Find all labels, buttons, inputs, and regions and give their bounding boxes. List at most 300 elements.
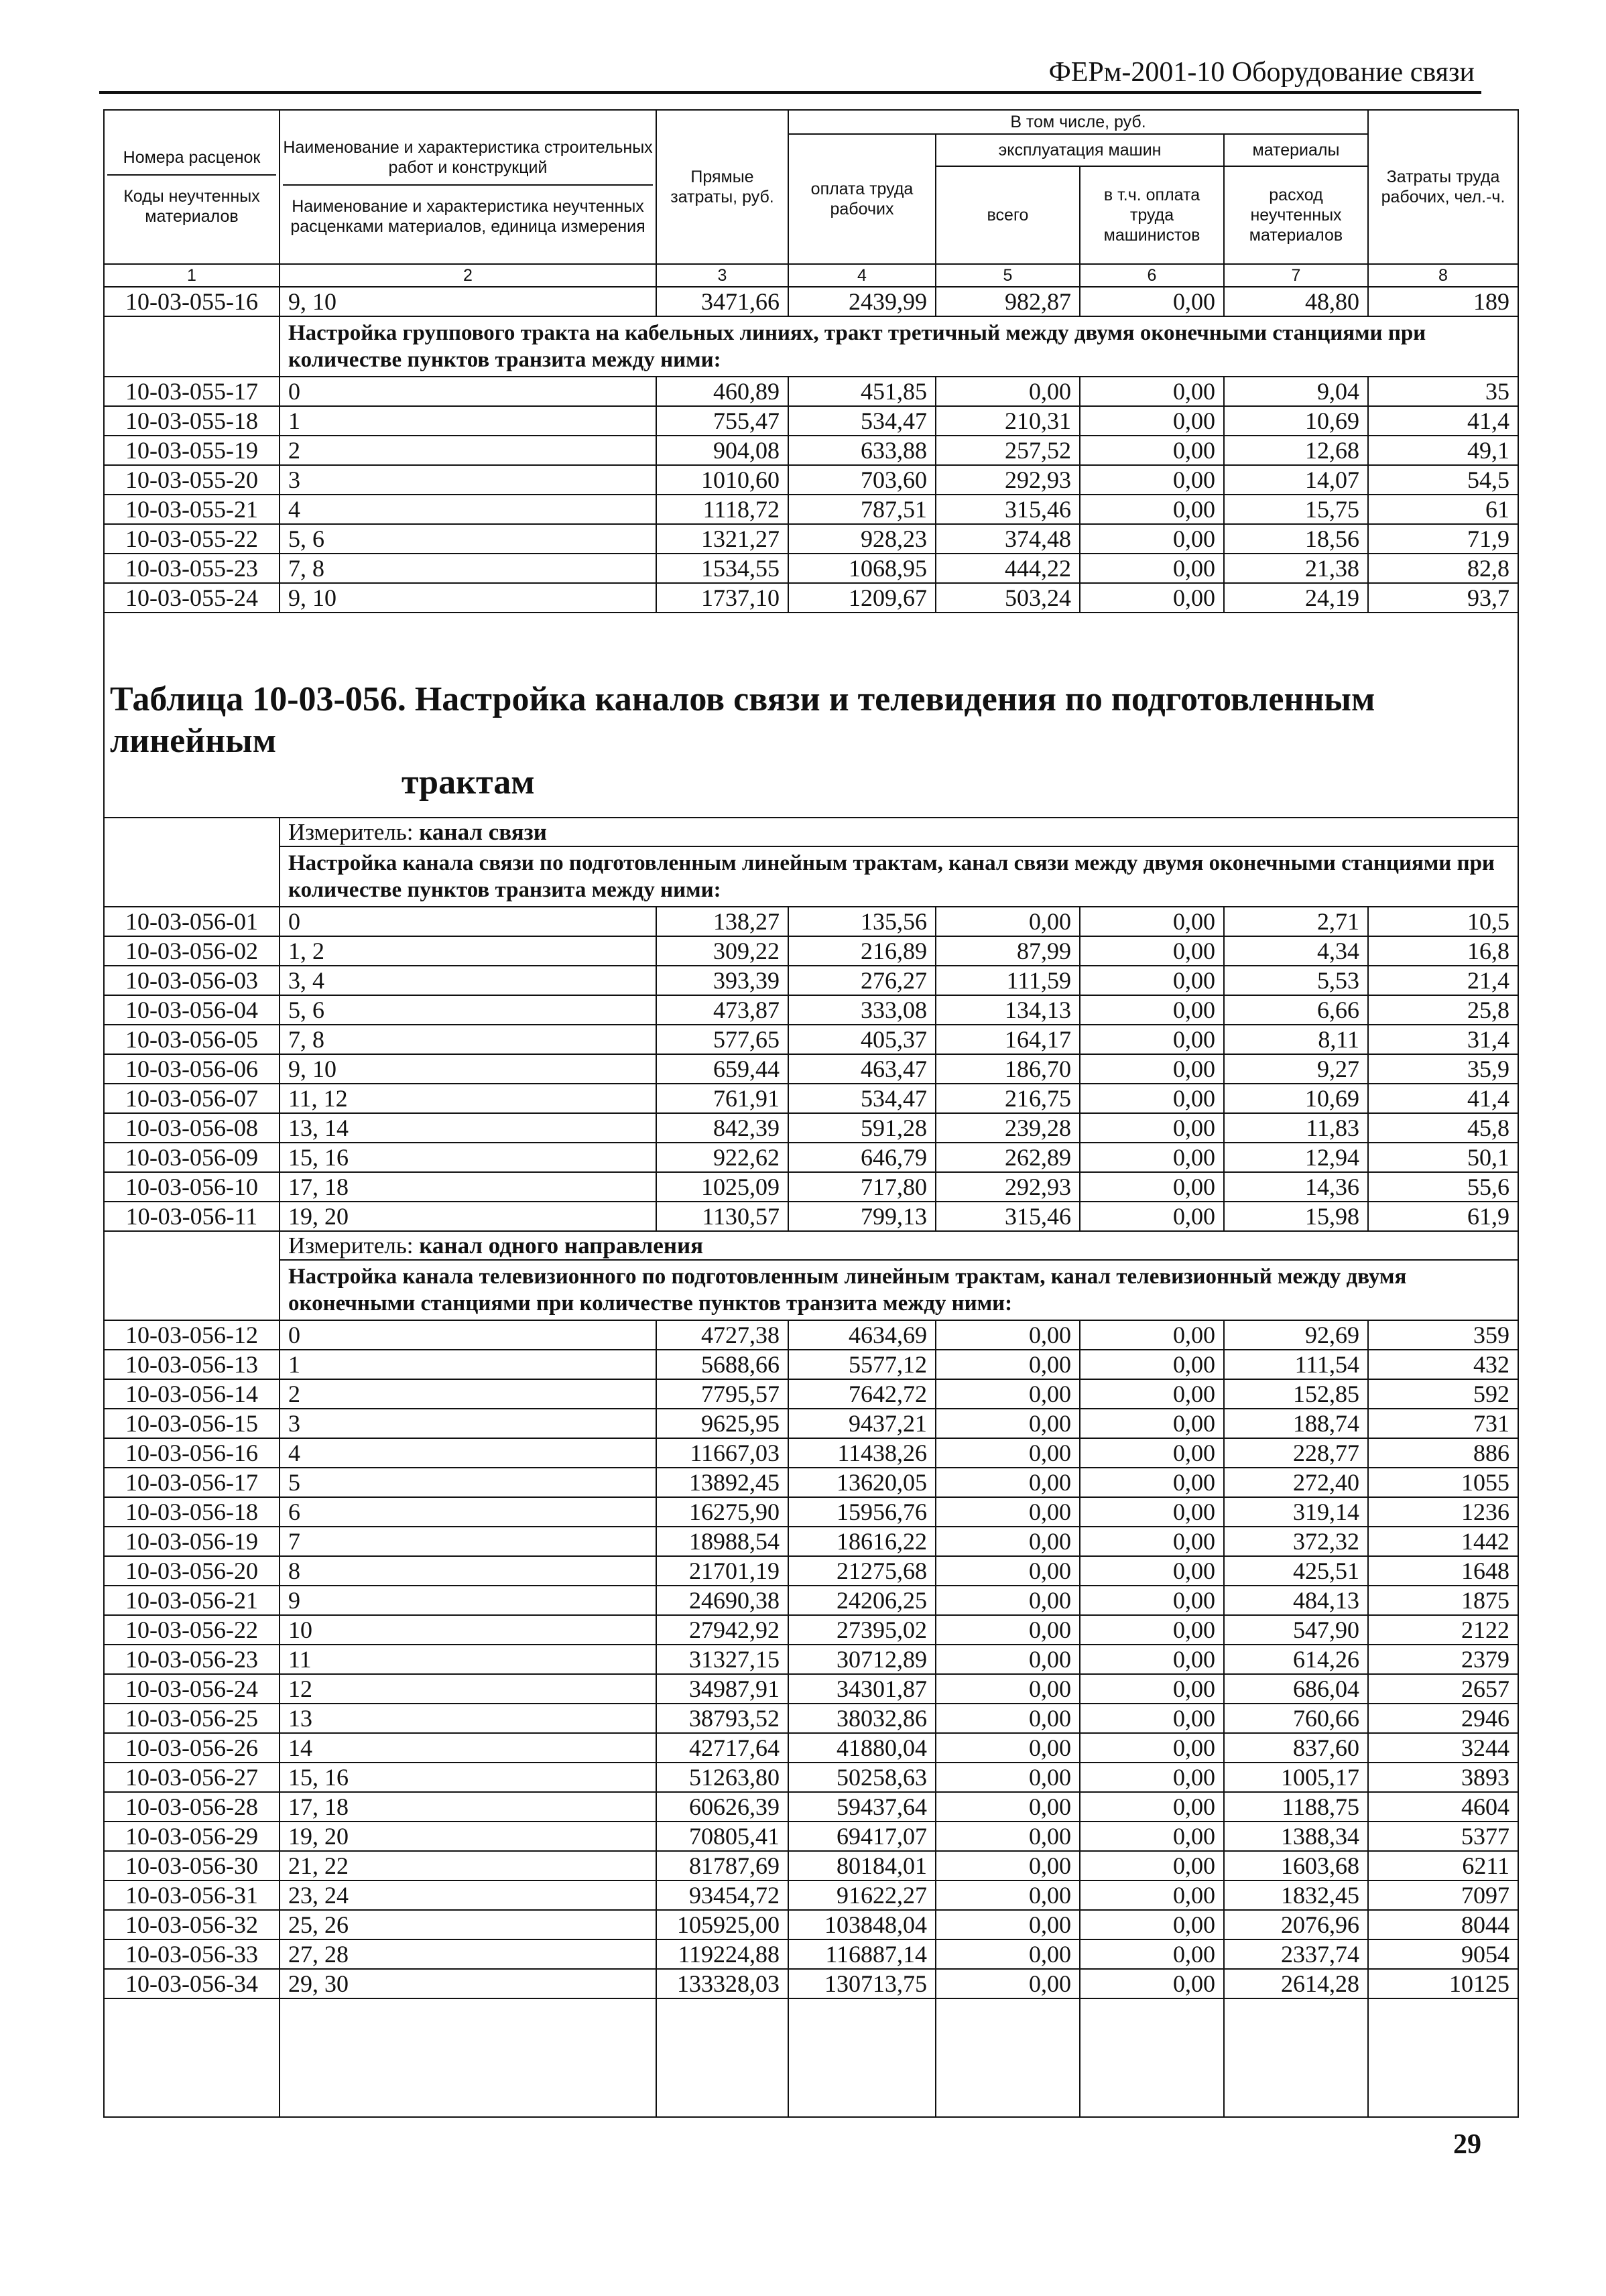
labor-pay-cell: 463,47 — [788, 1054, 936, 1084]
operator-pay-cell: 0,00 — [1080, 907, 1224, 936]
labor-hours-cell: 35 — [1368, 377, 1518, 406]
transit-points-cell: 27, 28 — [280, 1939, 656, 1969]
operator-pay-cell: 0,00 — [1080, 1379, 1224, 1409]
machines-total-cell: 216,75 — [936, 1084, 1080, 1113]
section-subtitle: Настройка канала телевизионного по подготовленным линейным трактам, канал телевизионный между двумя оконечными станциями при количестве пунктов транзита между ними: — [280, 1260, 1518, 1320]
section-056-tv-header — [104, 1231, 1518, 1320]
labor-hours-cell: 21,4 — [1368, 966, 1518, 995]
rate-code-cell: 10-03-056-01 — [104, 907, 280, 936]
transit-points-cell: 7 — [280, 1527, 656, 1556]
operator-pay-cell: 0,00 — [1080, 1704, 1224, 1733]
labor-pay-cell: 34301,87 — [788, 1674, 936, 1704]
machines-total-cell: 257,52 — [936, 436, 1080, 465]
rate-code-cell: 10-03-056-17 — [104, 1468, 280, 1497]
rate-code-cell: 10-03-055-20 — [104, 465, 280, 495]
materials-consumption-cell: 6,66 — [1224, 995, 1368, 1025]
machines-total-cell: 262,89 — [936, 1143, 1080, 1172]
labor-hours-cell: 2946 — [1368, 1704, 1518, 1733]
transit-points-cell: 1, 2 — [280, 936, 656, 966]
machines-total-cell: 444,22 — [936, 554, 1080, 583]
table-row — [104, 1645, 1518, 1674]
materials-consumption-cell: 18,56 — [1224, 524, 1368, 554]
operator-pay-cell: 0,00 — [1080, 1409, 1224, 1438]
labor-hours-cell: 41,4 — [1368, 406, 1518, 436]
labor-pay-cell: 116887,14 — [788, 1939, 936, 1969]
col-number: 8 — [1368, 264, 1518, 287]
table-row — [104, 1172, 1518, 1202]
materials-consumption-cell: 2614,28 — [1224, 1969, 1368, 1998]
transit-points-cell: 21, 22 — [280, 1851, 656, 1880]
transit-points-cell: 11 — [280, 1645, 656, 1674]
transit-points-cell: 3 — [280, 1409, 656, 1438]
machines-total-cell: 982,87 — [936, 287, 1080, 316]
operator-pay-cell: 0,00 — [1080, 1556, 1224, 1586]
table-row — [104, 1969, 1518, 1998]
transit-points-cell: 0 — [280, 377, 656, 406]
col-number: 1 — [104, 264, 280, 287]
operator-pay-cell: 0,00 — [1080, 1113, 1224, 1143]
machines-total-cell: 0,00 — [936, 1645, 1080, 1674]
operator-pay-cell: 0,00 — [1080, 1172, 1224, 1202]
labor-pay-cell: 646,79 — [788, 1143, 936, 1172]
table-row — [104, 1674, 1518, 1704]
rate-code-cell: 10-03-056-15 — [104, 1409, 280, 1438]
labor-hours-cell: 1875 — [1368, 1586, 1518, 1615]
operator-pay-cell: 0,00 — [1080, 1763, 1224, 1792]
col-number: 2 — [280, 264, 656, 287]
materials-consumption-cell: 1603,68 — [1224, 1851, 1368, 1880]
labor-hours-cell: 93,7 — [1368, 583, 1518, 613]
transit-points-cell: 29, 30 — [280, 1969, 656, 1998]
measure-unit: канал одного направления — [419, 1232, 704, 1259]
header-name — [280, 110, 656, 264]
section-subtitle: Настройка канала связи по подготовленным линейным трактам, канал связи между двумя оконечными станциями при количестве пунктов транзита между ними: — [280, 846, 1518, 907]
operator-pay-cell: 0,00 — [1080, 583, 1224, 613]
table-row — [104, 377, 1518, 406]
labor-pay-cell: 405,37 — [788, 1025, 936, 1054]
header-machines: эксплуатация машин — [936, 134, 1224, 166]
materials-consumption-cell: 372,32 — [1224, 1527, 1368, 1556]
measure-label: Измеритель: — [288, 818, 420, 845]
labor-pay-cell: 41880,04 — [788, 1733, 936, 1763]
operator-pay-cell: 0,00 — [1080, 1438, 1224, 1468]
direct-costs-cell: 18988,54 — [656, 1527, 788, 1556]
labor-hours-cell: 886 — [1368, 1438, 1518, 1468]
materials-consumption-cell: 2337,74 — [1224, 1939, 1368, 1969]
section-056-channel-rows — [104, 907, 1518, 1231]
labor-hours-cell: 71,9 — [1368, 524, 1518, 554]
labor-hours-cell: 16,8 — [1368, 936, 1518, 966]
labor-hours-cell: 2657 — [1368, 1674, 1518, 1704]
transit-points-cell: 7, 8 — [280, 1025, 656, 1054]
header-codes-sub: Коды неучтенных материалов — [123, 187, 260, 226]
rate-code-cell: 10-03-055-17 — [104, 377, 280, 406]
materials-consumption-cell: 24,19 — [1224, 583, 1368, 613]
materials-consumption-cell: 188,74 — [1224, 1409, 1368, 1438]
header-incl: В том числе, руб. — [788, 110, 1368, 134]
rate-code-cell: 10-03-056-20 — [104, 1556, 280, 1586]
materials-consumption-cell: 12,94 — [1224, 1143, 1368, 1172]
materials-consumption-cell: 9,27 — [1224, 1054, 1368, 1084]
operator-pay-cell: 0,00 — [1080, 1084, 1224, 1113]
operator-pay-cell: 0,00 — [1080, 1615, 1224, 1645]
table-row — [104, 1202, 1518, 1231]
labor-pay-cell: 11438,26 — [788, 1438, 936, 1468]
materials-consumption-cell: 1832,45 — [1224, 1880, 1368, 1910]
table-row — [104, 583, 1518, 613]
materials-consumption-cell: 1188,75 — [1224, 1792, 1368, 1822]
transit-points-cell: 3, 4 — [280, 966, 656, 995]
direct-costs-cell: 842,39 — [656, 1113, 788, 1143]
measure-line — [280, 1231, 1518, 1260]
direct-costs-cell: 1534,55 — [656, 554, 788, 583]
machines-total-cell: 503,24 — [936, 583, 1080, 613]
section-055-group-path — [104, 316, 1518, 377]
materials-consumption-cell: 1005,17 — [1224, 1763, 1368, 1792]
labor-hours-cell: 41,4 — [1368, 1084, 1518, 1113]
materials-consumption-cell: 111,54 — [1224, 1350, 1368, 1379]
header-labor-pay: оплата труда рабочих — [788, 134, 936, 264]
labor-hours-cell: 3893 — [1368, 1763, 1518, 1792]
labor-pay-cell: 216,89 — [788, 936, 936, 966]
table-row — [104, 1438, 1518, 1468]
labor-hours-cell: 82,8 — [1368, 554, 1518, 583]
rate-code-cell: 10-03-056-22 — [104, 1615, 280, 1645]
rate-code-cell: 10-03-056-03 — [104, 966, 280, 995]
header-materials-consumption: расход неучтенных материалов — [1224, 166, 1368, 264]
materials-consumption-cell: 228,77 — [1224, 1438, 1368, 1468]
materials-consumption-cell: 92,69 — [1224, 1320, 1368, 1350]
machines-total-cell: 0,00 — [936, 1939, 1080, 1969]
rate-code-cell: 10-03-056-13 — [104, 1350, 280, 1379]
materials-consumption-cell: 10,69 — [1224, 406, 1368, 436]
materials-consumption-cell: 11,83 — [1224, 1113, 1368, 1143]
rate-code-cell: 10-03-056-11 — [104, 1202, 280, 1231]
direct-costs-cell: 60626,39 — [656, 1792, 788, 1822]
direct-costs-cell: 922,62 — [656, 1143, 788, 1172]
labor-pay-cell: 1068,95 — [788, 554, 936, 583]
direct-costs-cell: 21701,19 — [656, 1556, 788, 1586]
transit-points-cell: 4 — [280, 495, 656, 524]
labor-pay-cell: 928,23 — [788, 524, 936, 554]
machines-total-cell: 0,00 — [936, 1704, 1080, 1733]
rate-code-cell: 10-03-056-06 — [104, 1054, 280, 1084]
labor-pay-cell: 27395,02 — [788, 1615, 936, 1645]
rate-code-cell: 10-03-056-14 — [104, 1379, 280, 1409]
operator-pay-cell: 0,00 — [1080, 524, 1224, 554]
labor-pay-cell: 534,47 — [788, 406, 936, 436]
transit-points-cell: 1 — [280, 406, 656, 436]
transit-points-cell: 2 — [280, 1379, 656, 1409]
materials-consumption-cell: 686,04 — [1224, 1674, 1368, 1704]
machines-total-cell: 164,17 — [936, 1025, 1080, 1054]
transit-points-cell: 1 — [280, 1350, 656, 1379]
labor-hours-cell: 50,1 — [1368, 1143, 1518, 1172]
rate-code-cell: 10-03-056-33 — [104, 1939, 280, 1969]
labor-hours-cell: 1648 — [1368, 1556, 1518, 1586]
materials-consumption-cell: 9,04 — [1224, 377, 1368, 406]
transit-points-cell: 17, 18 — [280, 1172, 656, 1202]
table-row — [104, 1084, 1518, 1113]
table-row — [104, 1704, 1518, 1733]
materials-consumption-cell: 1388,34 — [1224, 1822, 1368, 1851]
rate-code-cell: 10-03-055-19 — [104, 436, 280, 465]
operator-pay-cell: 0,00 — [1080, 1969, 1224, 1998]
operator-pay-cell: 0,00 — [1080, 287, 1224, 316]
table-row — [104, 1025, 1518, 1054]
transit-points-cell: 0 — [280, 1320, 656, 1350]
table-row — [104, 1468, 1518, 1497]
labor-pay-cell: 591,28 — [788, 1113, 936, 1143]
machines-total-cell: 0,00 — [936, 1586, 1080, 1615]
direct-costs-cell: 13892,45 — [656, 1468, 788, 1497]
transit-points-cell: 13, 14 — [280, 1113, 656, 1143]
rate-code-cell: 10-03-056-19 — [104, 1527, 280, 1556]
table-row — [104, 1320, 1518, 1350]
machines-total-cell: 0,00 — [936, 1969, 1080, 1998]
operator-pay-cell: 0,00 — [1080, 1497, 1224, 1527]
rate-code-cell: 10-03-056-18 — [104, 1497, 280, 1527]
rate-code-cell: 10-03-056-26 — [104, 1733, 280, 1763]
labor-hours-cell: 5377 — [1368, 1822, 1518, 1851]
rate-code-cell: 10-03-056-27 — [104, 1763, 280, 1792]
transit-points-cell: 9, 10 — [280, 583, 656, 613]
direct-costs-cell: 393,39 — [656, 966, 788, 995]
machines-total-cell: 0,00 — [936, 1822, 1080, 1851]
table-row — [104, 1379, 1518, 1409]
operator-pay-cell: 0,00 — [1080, 966, 1224, 995]
table-row — [104, 1143, 1518, 1172]
table-title-line1: Таблица 10-03-056. Настройка каналов связи и телевидения по подготовленным линейным — [110, 680, 1375, 760]
operator-pay-cell: 0,00 — [1080, 465, 1224, 495]
rate-code-cell: 10-03-055-24 — [104, 583, 280, 613]
machines-total-cell: 111,59 — [936, 966, 1080, 995]
header-operator-pay: в т.ч. оплата труда машинистов — [1080, 166, 1224, 264]
table-row — [104, 1763, 1518, 1792]
rate-code-cell: 10-03-056-04 — [104, 995, 280, 1025]
machines-total-cell: 0,00 — [936, 1556, 1080, 1586]
transit-points-cell: 0 — [280, 907, 656, 936]
materials-consumption-cell: 760,66 — [1224, 1704, 1368, 1733]
direct-costs-cell: 119224,88 — [656, 1939, 788, 1969]
machines-total-cell: 0,00 — [936, 1733, 1080, 1763]
table-end-padding — [104, 1998, 1518, 2117]
transit-points-cell: 13 — [280, 1704, 656, 1733]
labor-pay-cell: 24206,25 — [788, 1586, 936, 1615]
direct-costs-cell: 309,22 — [656, 936, 788, 966]
rate-code-cell: 10-03-056-34 — [104, 1969, 280, 1998]
transit-points-cell: 5, 6 — [280, 524, 656, 554]
materials-consumption-cell: 12,68 — [1224, 436, 1368, 465]
machines-total-cell: 0,00 — [936, 1497, 1080, 1527]
labor-hours-cell: 189 — [1368, 287, 1518, 316]
transit-points-cell: 10 — [280, 1615, 656, 1645]
labor-pay-cell: 2439,99 — [788, 287, 936, 316]
direct-costs-cell: 4727,38 — [656, 1320, 788, 1350]
transit-points-cell: 25, 26 — [280, 1910, 656, 1939]
rate-code-cell: 10-03-056-16 — [104, 1438, 280, 1468]
direct-costs-cell: 1025,09 — [656, 1172, 788, 1202]
operator-pay-cell: 0,00 — [1080, 1468, 1224, 1497]
labor-pay-cell: 69417,07 — [788, 1822, 936, 1851]
transit-points-cell: 19, 20 — [280, 1822, 656, 1851]
direct-costs-cell: 27942,92 — [656, 1615, 788, 1645]
direct-costs-cell: 81787,69 — [656, 1851, 788, 1880]
table-row — [104, 1527, 1518, 1556]
table-row — [104, 1880, 1518, 1910]
materials-consumption-cell: 8,11 — [1224, 1025, 1368, 1054]
labor-hours-cell: 61,9 — [1368, 1202, 1518, 1231]
operator-pay-cell: 0,00 — [1080, 1350, 1224, 1379]
table-row — [104, 1792, 1518, 1822]
machines-total-cell: 87,99 — [936, 936, 1080, 966]
operator-pay-cell: 0,00 — [1080, 1674, 1224, 1704]
labor-pay-cell: 451,85 — [788, 377, 936, 406]
machines-total-cell: 210,31 — [936, 406, 1080, 436]
machines-total-cell: 0,00 — [936, 1615, 1080, 1645]
labor-hours-cell: 9054 — [1368, 1939, 1518, 1969]
labor-pay-cell: 91622,27 — [788, 1880, 936, 1910]
direct-costs-cell: 1321,27 — [656, 524, 788, 554]
labor-pay-cell: 103848,04 — [788, 1910, 936, 1939]
operator-pay-cell: 0,00 — [1080, 377, 1224, 406]
transit-points-cell: 17, 18 — [280, 1792, 656, 1822]
machines-total-cell: 186,70 — [936, 1054, 1080, 1084]
transit-points-cell: 23, 24 — [280, 1880, 656, 1910]
direct-costs-cell: 70805,41 — [656, 1822, 788, 1851]
labor-pay-cell: 15956,76 — [788, 1497, 936, 1527]
table-row — [104, 436, 1518, 465]
table-row — [104, 1733, 1518, 1763]
labor-hours-cell: 6211 — [1368, 1851, 1518, 1880]
table-row — [104, 1851, 1518, 1880]
table-row — [104, 287, 1518, 316]
labor-pay-cell: 13620,05 — [788, 1468, 936, 1497]
rate-code-cell: 10-03-056-23 — [104, 1645, 280, 1674]
transit-points-cell: 7, 8 — [280, 554, 656, 583]
rate-code-cell: 10-03-055-22 — [104, 524, 280, 554]
labor-hours-cell: 2379 — [1368, 1645, 1518, 1674]
transit-points-cell: 4 — [280, 1438, 656, 1468]
materials-consumption-cell: 48,80 — [1224, 287, 1368, 316]
machines-total-cell: 0,00 — [936, 1880, 1080, 1910]
labor-pay-cell: 9437,21 — [788, 1409, 936, 1438]
direct-costs-cell: 16275,90 — [656, 1497, 788, 1527]
direct-costs-cell: 1010,60 — [656, 465, 788, 495]
rate-code-cell: 10-03-056-31 — [104, 1880, 280, 1910]
operator-pay-cell: 0,00 — [1080, 1792, 1224, 1822]
labor-hours-cell: 10,5 — [1368, 907, 1518, 936]
direct-costs-cell: 9625,95 — [656, 1409, 788, 1438]
direct-costs-cell: 1118,72 — [656, 495, 788, 524]
materials-consumption-cell: 5,53 — [1224, 966, 1368, 995]
rate-code-cell: 10-03-056-07 — [104, 1084, 280, 1113]
operator-pay-cell: 0,00 — [1080, 1054, 1224, 1084]
operator-pay-cell: 0,00 — [1080, 1202, 1224, 1231]
labor-hours-cell: 45,8 — [1368, 1113, 1518, 1143]
materials-consumption-cell: 10,69 — [1224, 1084, 1368, 1113]
labor-hours-cell: 592 — [1368, 1379, 1518, 1409]
direct-costs-cell: 138,27 — [656, 907, 788, 936]
table-row — [104, 524, 1518, 554]
labor-pay-cell: 59437,64 — [788, 1792, 936, 1822]
operator-pay-cell: 0,00 — [1080, 436, 1224, 465]
operator-pay-cell: 0,00 — [1080, 495, 1224, 524]
operator-pay-cell: 0,00 — [1080, 1025, 1224, 1054]
labor-hours-cell: 10125 — [1368, 1969, 1518, 1998]
measure-label: Измеритель: — [288, 1232, 420, 1259]
materials-consumption-cell: 272,40 — [1224, 1468, 1368, 1497]
direct-costs-cell: 904,08 — [656, 436, 788, 465]
table-row — [104, 1113, 1518, 1143]
materials-consumption-cell: 152,85 — [1224, 1379, 1368, 1409]
rate-code-cell: 10-03-056-25 — [104, 1704, 280, 1733]
direct-costs-cell: 460,89 — [656, 377, 788, 406]
labor-pay-cell: 276,27 — [788, 966, 936, 995]
rate-code-cell: 10-03-056-24 — [104, 1674, 280, 1704]
machines-total-cell: 315,46 — [936, 1202, 1080, 1231]
labor-hours-cell: 2122 — [1368, 1615, 1518, 1645]
labor-pay-cell: 7642,72 — [788, 1379, 936, 1409]
rate-code-cell: 10-03-056-21 — [104, 1586, 280, 1615]
rate-code-cell: 10-03-056-10 — [104, 1172, 280, 1202]
header-materials: материалы — [1224, 134, 1368, 166]
rate-code-cell: 10-03-056-02 — [104, 936, 280, 966]
labor-pay-cell: 534,47 — [788, 1084, 936, 1113]
direct-costs-cell: 38793,52 — [656, 1704, 788, 1733]
table-title — [104, 652, 1518, 818]
header-rule — [99, 91, 1481, 94]
materials-consumption-cell: 15,75 — [1224, 495, 1368, 524]
machines-total-cell: 0,00 — [936, 1851, 1080, 1880]
transit-points-cell: 2 — [280, 436, 656, 465]
header-machines-total: всего — [936, 166, 1080, 264]
operator-pay-cell: 0,00 — [1080, 1527, 1224, 1556]
labor-hours-cell: 61 — [1368, 495, 1518, 524]
header-name-sub: Наименование и характеристика неучтенных расценками материалов, единица измерения — [290, 197, 645, 236]
col-number: 4 — [788, 264, 936, 287]
machines-total-cell: 0,00 — [936, 1674, 1080, 1704]
direct-costs-cell: 24690,38 — [656, 1586, 788, 1615]
materials-consumption-cell: 425,51 — [1224, 1556, 1368, 1586]
labor-hours-cell: 7097 — [1368, 1880, 1518, 1910]
rate-code-cell: 10-03-055-16 — [104, 287, 280, 316]
labor-hours-cell: 1442 — [1368, 1527, 1518, 1556]
materials-consumption-cell: 2,71 — [1224, 907, 1368, 936]
table-row — [104, 1586, 1518, 1615]
table-row — [104, 554, 1518, 583]
rate-code-cell: 10-03-056-28 — [104, 1792, 280, 1822]
section-056-tv-rows — [104, 1320, 1518, 1998]
labor-pay-cell: 135,56 — [788, 907, 936, 936]
machines-total-cell: 0,00 — [936, 1527, 1080, 1556]
materials-consumption-cell: 484,13 — [1224, 1586, 1368, 1615]
labor-pay-cell: 21275,68 — [788, 1556, 936, 1586]
running-header: ФЕРм-2001-10 Оборудование связи — [1048, 57, 1475, 88]
section-055-rows — [104, 377, 1518, 613]
rate-code-cell: 10-03-056-32 — [104, 1910, 280, 1939]
header-name-main: Наименование и характеристика строительных работ и конструкций — [283, 137, 653, 186]
labor-hours-cell: 25,8 — [1368, 995, 1518, 1025]
labor-pay-cell: 799,13 — [788, 1202, 936, 1231]
machines-total-cell: 292,93 — [936, 1172, 1080, 1202]
materials-consumption-cell: 15,98 — [1224, 1202, 1368, 1231]
table-row — [104, 1822, 1518, 1851]
labor-pay-cell: 633,88 — [788, 436, 936, 465]
direct-costs-cell: 577,65 — [656, 1025, 788, 1054]
labor-pay-cell: 130713,75 — [788, 1969, 936, 1998]
transit-points-cell: 5, 6 — [280, 995, 656, 1025]
